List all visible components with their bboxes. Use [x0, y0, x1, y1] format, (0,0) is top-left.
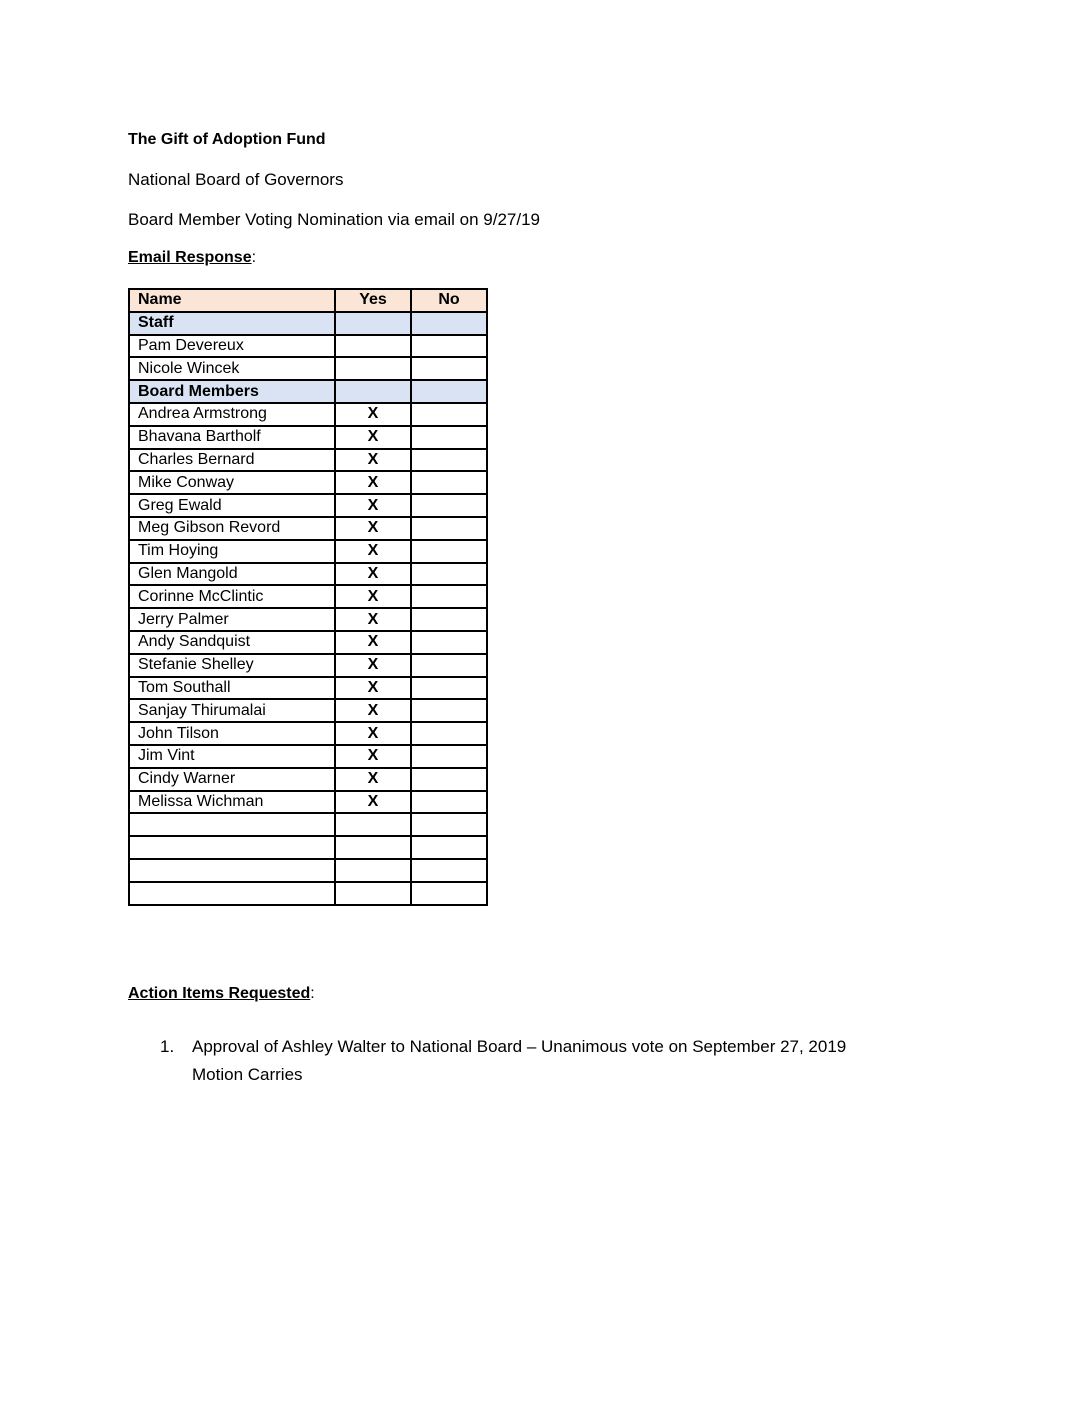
table-row	[129, 745, 487, 768]
cell-name	[129, 859, 335, 882]
cell-name: Tom Southall	[129, 677, 335, 700]
cell-name: Melissa Wichman	[129, 791, 335, 814]
cell-yes: X	[335, 585, 411, 608]
cell-no	[411, 813, 487, 836]
table-row	[129, 494, 487, 517]
cell-name: Board Members	[129, 380, 335, 403]
cell-name: Nicole Wincek	[129, 357, 335, 380]
table-row	[129, 813, 487, 836]
document-subject: Board Member Voting Nomination via email on 9/27/19	[128, 210, 541, 229]
table-row	[129, 563, 487, 586]
cell-yes: X	[335, 631, 411, 654]
header-name: Name	[129, 289, 335, 312]
cell-name: Charles Bernard	[129, 449, 335, 472]
cell-yes	[335, 335, 411, 358]
cell-yes: X	[335, 745, 411, 768]
cell-no	[411, 357, 487, 380]
email-response-heading	[128, 249, 256, 267]
table-row	[129, 882, 487, 905]
table-header-row	[129, 289, 487, 312]
action-item-line1: Approval of Ashley Walter to National Board – Unanimous vote on September 27, 2019	[192, 1037, 847, 1056]
table-row	[129, 540, 487, 563]
cell-yes	[335, 312, 411, 335]
document-title: The Gift of Adoption Fund	[128, 131, 326, 148]
table-row	[129, 517, 487, 540]
cell-no	[411, 654, 487, 677]
table-row	[129, 722, 487, 745]
action-items-label: Action Items Requested	[128, 985, 311, 1002]
cell-yes: X	[335, 403, 411, 426]
table-row	[129, 608, 487, 631]
cell-yes: X	[335, 517, 411, 540]
cell-yes: X	[335, 677, 411, 700]
email-response-label: Email Response	[128, 249, 252, 266]
table-row	[129, 768, 487, 791]
cell-no	[411, 768, 487, 791]
cell-no	[411, 403, 487, 426]
cell-no	[411, 380, 487, 403]
cell-name: Sanjay Thirumalai	[129, 699, 335, 722]
cell-name	[129, 882, 335, 905]
cell-no	[411, 608, 487, 631]
cell-yes: X	[335, 722, 411, 745]
action-item-number: 1.	[160, 1037, 175, 1056]
cell-yes	[335, 859, 411, 882]
cell-yes: X	[335, 426, 411, 449]
cell-yes	[335, 357, 411, 380]
header-no: No	[411, 289, 487, 312]
cell-no	[411, 859, 487, 882]
table-row	[129, 449, 487, 472]
cell-no	[411, 836, 487, 859]
action-items-colon: :	[310, 985, 315, 1002]
cell-yes: X	[335, 471, 411, 494]
cell-name: Mike Conway	[129, 471, 335, 494]
cell-yes	[335, 380, 411, 403]
cell-yes: X	[335, 791, 411, 814]
cell-name: John Tilson	[129, 722, 335, 745]
document-subtitle: National Board of Governors	[128, 170, 344, 189]
cell-name: Meg Gibson Revord	[129, 517, 335, 540]
table-row	[129, 403, 487, 426]
cell-no	[411, 449, 487, 472]
cell-no	[411, 312, 487, 335]
table-group-row	[129, 312, 487, 335]
cell-no	[411, 699, 487, 722]
cell-no	[411, 517, 487, 540]
cell-name: Glen Mangold	[129, 563, 335, 586]
cell-no	[411, 722, 487, 745]
cell-name	[129, 813, 335, 836]
cell-no	[411, 494, 487, 517]
cell-yes	[335, 882, 411, 905]
cell-name: Pam Devereux	[129, 335, 335, 358]
cell-no	[411, 585, 487, 608]
cell-yes: X	[335, 449, 411, 472]
cell-no	[411, 563, 487, 586]
table-row	[129, 335, 487, 358]
email-response-colon: :	[251, 249, 257, 266]
cell-yes: X	[335, 494, 411, 517]
cell-no	[411, 791, 487, 814]
table-row	[129, 699, 487, 722]
vote-table	[128, 288, 488, 906]
table-row	[129, 426, 487, 449]
cell-yes: X	[335, 540, 411, 563]
cell-no	[411, 882, 487, 905]
cell-name: Corinne McClintic	[129, 585, 335, 608]
cell-no	[411, 745, 487, 768]
cell-name: Stefanie Shelley	[129, 654, 335, 677]
cell-name: Andy Sandquist	[129, 631, 335, 654]
cell-yes: X	[335, 608, 411, 631]
header-yes: Yes	[335, 289, 411, 312]
cell-name: Staff	[129, 312, 335, 335]
cell-name: Bhavana Bartholf	[129, 426, 335, 449]
cell-no	[411, 631, 487, 654]
table-row	[129, 791, 487, 814]
action-item-text	[192, 1033, 846, 1089]
cell-no	[411, 540, 487, 563]
action-item-line2: Motion Carries	[192, 1065, 303, 1084]
cell-no	[411, 426, 487, 449]
cell-no	[411, 471, 487, 494]
cell-name: Greg Ewald	[129, 494, 335, 517]
action-items-heading	[128, 985, 315, 1003]
cell-name: Jerry Palmer	[129, 608, 335, 631]
cell-yes: X	[335, 768, 411, 791]
cell-name: Andrea Armstrong	[129, 403, 335, 426]
cell-yes: X	[335, 563, 411, 586]
table-row	[129, 585, 487, 608]
cell-yes: X	[335, 699, 411, 722]
cell-name: Cindy Warner	[129, 768, 335, 791]
cell-yes	[335, 836, 411, 859]
table-row	[129, 471, 487, 494]
cell-name: Jim Vint	[129, 745, 335, 768]
table-row	[129, 677, 487, 700]
table-row	[129, 631, 487, 654]
cell-yes: X	[335, 654, 411, 677]
table-row	[129, 836, 487, 859]
cell-no	[411, 677, 487, 700]
cell-name: Tim Hoying	[129, 540, 335, 563]
table-row	[129, 859, 487, 882]
table-group-row	[129, 380, 487, 403]
cell-name	[129, 836, 335, 859]
table-row	[129, 357, 487, 380]
table-row	[129, 654, 487, 677]
cell-yes	[335, 813, 411, 836]
cell-no	[411, 335, 487, 358]
